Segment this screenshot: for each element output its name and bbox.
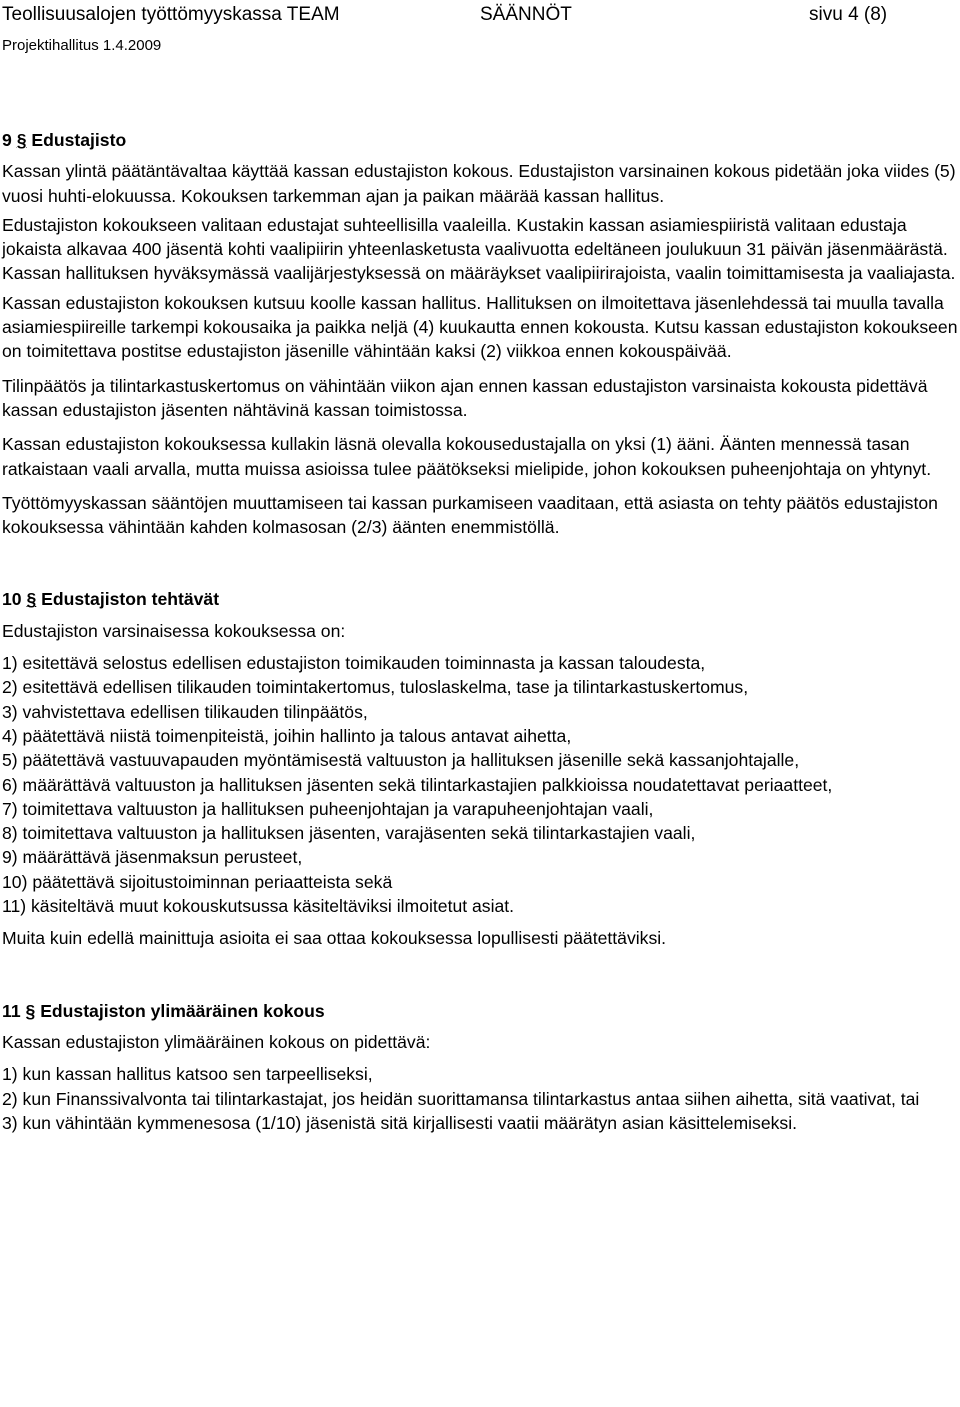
list-item: 5) päätettävä vastuuvapauden myöntämisestä valtuuston ja hallituksen jäsenille sekä kassanjohtajalle, <box>2 750 800 771</box>
page-number: sivu 4 (8) <box>809 4 888 25</box>
list-item: 8) toimitettava valtuuston ja hallituksen jäsenten, varajäsenten sekä tilintarkastajien vaali, <box>2 823 696 844</box>
section-sign: § <box>26 589 37 610</box>
list-item: 9) määrättävä jäsenmaksun perusteet, <box>2 847 303 868</box>
paragraph: Tilinpäätös ja tilintarkastuskertomus on vähintään viikon ajan ennen kassan edustajiston varsinaista kokousta pidettävä kassan edustajiston jäsenten nähtävinä kassan toimistossa. <box>2 375 928 420</box>
document-title: SÄÄNNÖT <box>480 4 572 25</box>
section-title: Edustajiston ylimääräinen kokous <box>40 1000 325 1021</box>
duties-list <box>2 651 958 918</box>
list-item: 6) määrättävä valtuuston ja hallituksen jäsenten sekä tilintarkastajien palkkioissa noudatettavat periaatteet, <box>2 774 833 795</box>
paragraph: Muita kuin edellä mainittuja asioita ei saa ottaa kokouksessa lopullisesti päätettäviksi. <box>2 928 667 949</box>
section-number: 10 <box>2 589 22 610</box>
section-heading-10 <box>2 587 958 611</box>
list-item: 4) päätettävä niistä toimenpiteistä, joihin hallinto ja talous antavat aihetta, <box>2 725 572 746</box>
project-line: Projektihallitus 1.4.2009 <box>2 37 162 54</box>
paragraph: Edustajiston kokoukseen valitaan edustajat suhteellisilla vaaleilla. Kustakin kassan asiamiespiiristä valitaan edustaja jokaista alkavaa 400 jäsentä kohti vaalipiirin yhteenlasketusta vaalivuotta edeltäneen joulukuun 31 päivän jäsenmäärästä. Kassan hallituksen hyväksymässä vaalijärjestyksessä on määräykset vaalipiirirajoista, vaalin toimittamisesta ja vaaliajasta. <box>2 214 956 284</box>
list-item: 7) toimitettava valtuuston ja hallituksen puheenjohtajan ja varapuheenjohtajan vaali, <box>2 798 654 819</box>
list-item: 3) vahvistettava edellisen tilikauden tilinpäätös, <box>2 701 368 722</box>
list-item: 1) esitettävä selostus edellisen edustajiston toimikauden toiminnasta ja kassan taloudesta, <box>2 653 706 674</box>
list-intro: Kassan edustajiston ylimääräinen kokous on pidettävä: <box>2 1031 431 1052</box>
section-sign: § <box>16 130 27 150</box>
paragraph: Kassan ylintä päätäntävaltaa käyttää kassan edustajiston kokous. Edustajiston varsinainen kokous pidetään joka viides (5) vuosi huhti-elokuussa. Kokouksen tarkemman ajan ja paikan määrää kassan hallitus. <box>2 161 956 206</box>
section-title: Edustajiston tehtävät <box>41 589 220 610</box>
list-item: 2) kun Finanssivalvonta tai tilintarkastajat, jos heidän suorittamansa tilintarkastus antaa siihen aihetta, sitä vaativat, tai <box>2 1088 920 1109</box>
section-sign: § <box>25 1000 36 1021</box>
section-heading-11 <box>2 999 958 1023</box>
section-number: 11 <box>2 1000 21 1021</box>
section-number: 9 <box>2 130 12 150</box>
document-body <box>2 128 958 1135</box>
paragraph: Kassan edustajiston kokouksen kutsuu koolle kassan hallitus. Hallituksen on ilmoitettava jäsenlehdessä tai muulla tavalla asiamiespiireille tarkempi kokousaika ja paikka neljä (4) kuukautta ennen kokousta. Kutsu kassan edustajiston kokoukseen on toimitettava postitse edustajiston jäsenille vähintään kaksi (2) viikkoa ennen kokouspäivää. <box>2 292 958 362</box>
paragraph: Työttömyyskassan sääntöjen muuttamiseen tai kassan purkamiseen vaaditaan, että asiasta on tehty päätös edustajiston kokouksessa vähintään kahden kolmasosan (2/3) äänten enemmistöllä. <box>2 492 938 538</box>
list-item: 2) esitettävä edellisen tilikauden toimintakertomus, tuloslaskelma, tase ja tilintarkastuskertomus, <box>2 677 749 698</box>
section-title: Edustajisto <box>31 130 127 150</box>
list-item: 1) kun kassan hallitus katsoo sen tarpeelliseksi, <box>2 1064 373 1085</box>
list-item: 3) kun vähintään kymmenesosa (1/10) jäsenistä sitä kirjallisesti vaatii määrätyn asian käsittelemiseksi. <box>2 1112 797 1133</box>
conditions-list <box>2 1062 958 1135</box>
paragraph: Kassan edustajiston kokouksessa kullakin läsnä olevalla kokousedustajalla on yksi (1) ääni. Äänten mennessä tasan ratkaistaan vaali arvalla, mutta muissa asioissa tulee päätökseksi mielipide, johon kokouksen puheenjohtaja on yhtynyt. <box>2 434 932 479</box>
list-item: 10) päätettävä sijoitustoiminnan periaatteista sekä <box>2 871 393 892</box>
organization-name: Teollisuusalojen työttömyyskassa TEAM <box>2 4 340 25</box>
list-item: 11) käsiteltävä muut kokouskutsussa käsiteltäviksi ilmoitetut asiat. <box>2 896 515 917</box>
list-intro: Edustajiston varsinaisessa kokouksessa on: <box>2 620 346 641</box>
section-heading-9 <box>2 128 958 152</box>
